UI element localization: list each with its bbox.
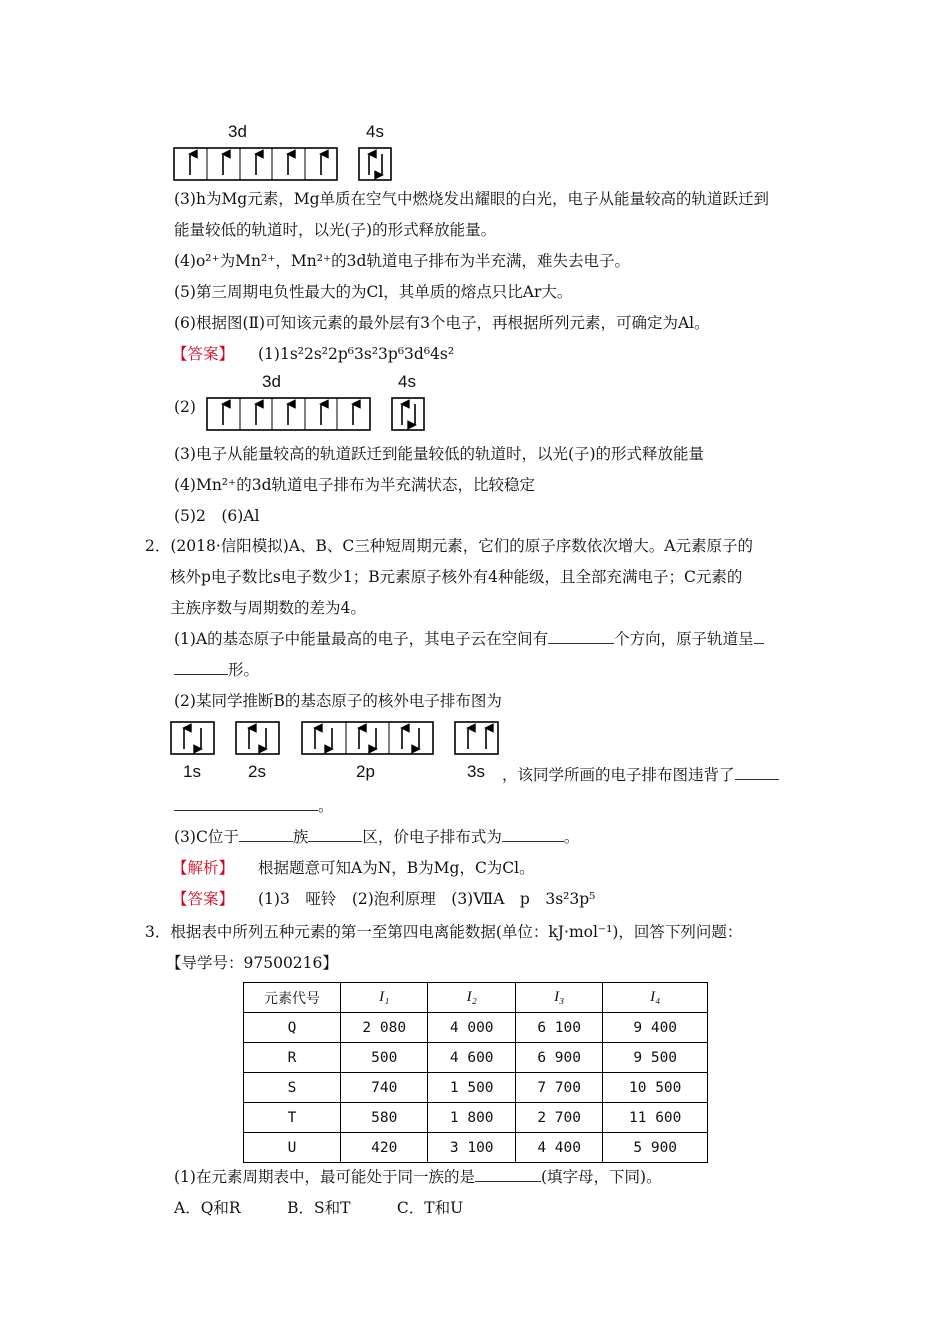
table-cell: 11 600 [603,1103,708,1133]
table-cell: 4 400 [515,1133,602,1163]
table-cell: Q [244,1013,341,1043]
orbital-label-2s: 2s [248,762,266,781]
table-row [244,1043,708,1073]
orbital-box-3d [174,148,337,180]
table-cell: 6 100 [515,1013,602,1043]
table-cell: 1 500 [428,1073,515,1103]
answer-blank[interactable] [174,660,228,675]
sol-p3: (3)h为Mg元素，Mg单质在空气中燃烧发出耀眼的白光，电子从能量较高的轨道跃迁到 [174,190,770,208]
table-cell: 580 [341,1103,428,1133]
table-cell: T [244,1103,341,1133]
orbital-label-4s: 4s [366,122,384,141]
orbital-label-2p: 2p [356,762,375,781]
analysis-text: 根据题意可知A为N，B为Mg，C为Cl。 [258,859,535,877]
orbital-label-3s: 3s [467,762,485,781]
q2-sub2: (2)某同学推断B的基态原子的核外电子排布图为 [174,692,502,710]
orbital-label-3d-answer: 3d [262,372,281,391]
table-row [244,1073,708,1103]
table-row [244,1013,708,1043]
orbital-box-3d-answer [207,398,370,430]
table-cell: 4 600 [428,1043,515,1073]
table-cell: 6 900 [515,1043,602,1073]
answer-blank[interactable] [239,827,293,842]
sol-p6: (6)根据图(Ⅱ)可知该元素的最外层有3个电子，再根据所列元素，可确定为Al。 [174,314,710,332]
q2-sub1-cont [174,659,259,681]
q2-sub2-cont [174,795,334,817]
answer-tag-q2: 【答案】 [172,890,235,908]
q2-line2: 核外p电子数比s电子数少1；B元素原子核外有4种能级，且全部充满电子；C元素的 [170,568,743,586]
answer-a4: (4)Mn²⁺的3d轨道电子排布为半充满状态，比较稳定 [174,476,535,494]
table-header-row [244,983,708,1013]
guide-number: 【导学号：97500216】 [166,954,338,972]
analysis-tag: 【解析】 [172,859,235,877]
q3-sub1 [174,1166,662,1188]
q2-sub2-b [502,764,779,786]
answer-a1: (1)1s²2s²2p⁶3s²3p⁶3d⁶4s² [258,345,455,363]
ionization-energy-table [243,982,708,1163]
answer-blank[interactable] [502,827,564,842]
table-cell: 1 800 [428,1103,515,1133]
q2-sub1 [174,628,764,650]
table-cell: S [244,1073,341,1103]
orbital-box-4s [359,148,391,180]
q2-sub1-c: 形。 [228,661,260,679]
q2-sub1-a: (1)A的基态原子中能量最高的电子，其电子云在空间有 [174,630,549,648]
q2-sub3-b: 族 [292,828,309,846]
q2-line1: 2．(2018·信阳模拟)A、B、C三种短周期元素，它们的原子序数依次增大。A元素原子的 [145,537,753,555]
table-row [244,1103,708,1133]
answer-a5: (5)2 (6)Al [174,507,260,525]
table-header: I₁ [341,983,428,1013]
orbital-label-3d: 3d [228,122,247,141]
table-row [244,1133,708,1163]
answer-tag: 【答案】 [172,345,235,363]
table-cell: 4 000 [428,1013,515,1043]
orbital-label-1s: 1s [183,762,201,781]
table-cell: 10 500 [603,1073,708,1103]
table-cell: 2 080 [341,1013,428,1043]
table-cell: 500 [341,1043,428,1073]
q3-line1: 3．根据表中所列五种元素的第一至第四电离能数据(单位：kJ·mol⁻¹)，回答下列问题： [145,923,743,941]
orbital-label-4s-answer: 4s [398,372,416,391]
table-cell: R [244,1043,341,1073]
table-header: I₄ [603,983,708,1013]
answer-blank[interactable] [308,827,362,842]
answer-blank[interactable] [735,765,779,780]
q2-sub3 [174,826,579,848]
q3-options[interactable]: A．Q和R B．S和T C．T和U [174,1199,464,1217]
q2-sub3-a: (3)C位于 [174,828,239,846]
table-cell: 7 700 [515,1073,602,1103]
sol-p4: (4)o²⁺为Mn²⁺，Mn²⁺的3d轨道电子排布为半充满，难失去电子。 [174,252,630,270]
orbital-box-4s-answer [392,398,424,430]
q3-sub1-b: (填字母，下同)。 [540,1168,662,1186]
q2-line3: 主族序数与周期数的差为4。 [170,599,366,617]
q2-sub2-text: ，该同学所画的电子排布图违背了 [502,766,735,784]
q3-sub1-a: (1)在元素周期表中，最可能处于同一族的是 [174,1168,475,1186]
answer-a3: (3)电子从能量较高的轨道跃迁到能量较低的轨道时，以光(子)的形式释放能量 [174,445,705,463]
answer-blank[interactable] [475,1167,541,1182]
table-cell: 420 [341,1133,428,1163]
q2-sub3-d: 。 [563,828,580,846]
table-header: I₃ [515,983,602,1013]
answer-blank[interactable] [548,629,614,644]
q2-sub3-c: 区，价电子排布式为 [362,828,502,846]
table-cell: 2 700 [515,1103,602,1133]
table-cell: 9 400 [603,1013,708,1043]
table-cell: 3 100 [428,1133,515,1163]
q2-sub2-period: 。 [318,797,334,815]
sol-p3b: 能量较低的轨道时，以光(子)的形式释放能量。 [174,221,497,239]
answer-a2-prefix: (2) [174,398,196,416]
table-cell: 9 500 [603,1043,708,1073]
table-cell: 5 900 [603,1133,708,1163]
sol-p5: (5)第三周期电负性最大的为Cl，其单质的熔点只比Ar大。 [174,283,573,301]
q2-sub1-b: 个方向，原子轨道呈 [614,630,754,648]
answer-blank[interactable] [754,629,764,644]
table-cell: U [244,1133,341,1163]
table-header: 元素代号 [244,983,341,1013]
answer-blank[interactable] [174,796,318,811]
table-cell: 740 [341,1073,428,1103]
answer-q2: (1)3 哑铃 (2)泡利原理 (3)ⅦA p 3s²3p⁵ [258,890,596,908]
table-header: I₂ [428,983,515,1013]
spin-up-arrows [190,154,321,175]
